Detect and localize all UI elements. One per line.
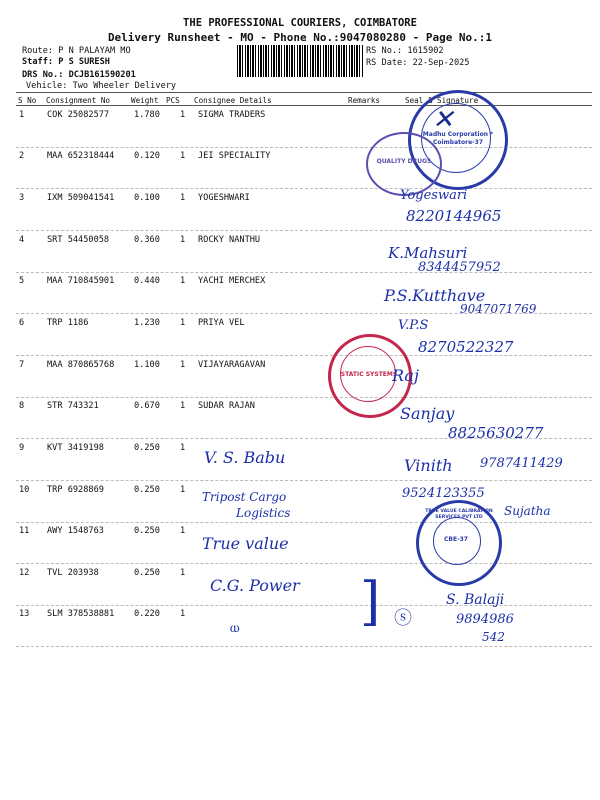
cell-pcs: 1 [180,401,186,411]
row1-signature-mark: ✕ [432,105,454,135]
table-row [16,565,592,606]
drugs-stamp-text: QUALITY DRUGS [376,158,432,165]
cell-consignee: SIGMA TRADERS [198,110,266,120]
cell-weight: 0.250 [134,568,160,578]
cell-pcs: 1 [180,318,186,328]
r13-initial-mark: ⲱ [230,620,240,636]
r4-phone: 8344457952 [418,260,501,275]
cell-sno: 7 [19,360,25,370]
drs-label: DRS No.: DCJB161590201 [22,70,136,80]
corporation-stamp-text: Madhu Corporation * Coimbatore-37 [422,131,494,146]
cell-sno: 1 [19,110,25,120]
static-systems-stamp-text: STATIC SYSTEMS [340,371,398,378]
r10-consignee-line1: Tripost Cargo [202,490,287,504]
cell-consignee: YACHI MERCHEX [198,276,266,286]
cell-consignment: COK 25082577 [47,110,110,120]
staff-label: Staff: P S SURESH [22,57,110,67]
cell-consignee: PRIYA VEL [198,318,245,328]
col-pcs: PCS [166,96,180,105]
header-top-rule [16,92,592,93]
r4-name: K.Mahsuri [388,244,468,262]
cell-sno: 2 [19,151,25,161]
drugs-stamp [366,132,442,196]
r9-consignee-handwritten: V. S. Babu [204,448,286,467]
cell-pcs: 1 [180,235,186,245]
circled-mark: ⓢ [394,608,412,629]
company-title: THE PROFESSIONAL COURIERS, COIMBATORE [183,17,417,29]
cell-pcs: 1 [180,609,186,619]
cell-pcs: 1 [180,151,186,161]
r5-phone: 9047071769 [460,302,537,316]
table-row [16,523,592,564]
cell-consignment: STR 743321 [47,401,99,411]
cell-consignment: TRP 1186 [47,318,89,328]
cell-consignment: SRT 54450058 [47,235,110,245]
barcode [237,45,363,77]
cell-sno: 6 [19,318,25,328]
cell-weight: 0.440 [134,276,160,286]
cell-consignment: TVL 203938 [47,568,99,578]
cell-sno: 8 [19,401,25,411]
cell-sno: 13 [19,609,30,619]
cell-pcs: 1 [180,568,186,578]
table-row [16,190,592,231]
r3-name: Yogeswari [400,188,468,203]
cell-consignment: MAA 710845901 [47,276,115,286]
r3-phone: 8220144965 [406,207,502,225]
cell-weight: 1.100 [134,360,160,370]
cell-weight: 1.230 [134,318,160,328]
r6-name: V.P.S [398,318,429,333]
cell-weight: 0.250 [134,443,160,453]
cell-sno: 4 [19,235,25,245]
cell-consignee: YOGESHWARI [198,193,250,203]
cell-pcs: 1 [180,193,186,203]
col-signature: Seal & Signature [405,96,479,105]
cell-consignment: MAA 652318444 [47,151,115,161]
cell-weight: 0.220 [134,609,160,619]
cell-sno: 10 [19,485,30,495]
cell-weight: 0.670 [134,401,160,411]
header-bottom-rule [16,105,592,106]
row-divider [16,188,592,189]
r10-consignee-line2: Logistics [236,506,291,520]
true-value-stamp-center: CBE-37 [444,536,468,543]
col-consignment: Consignment No [46,96,111,105]
true-value-stamp-text: TRUE VALUE CALIBRATION SERVICES PVT LTD [425,509,493,520]
cell-consignment: IXM 509041541 [47,193,115,203]
r13-phone-line1: 9894986 [456,612,514,627]
runsheet-subtitle: Delivery Runsheet - MO - Phone No.:9047080280 - Page No.:1 [107,31,493,44]
row-divider [16,480,592,481]
vehicle-label: Vehicle: Two Wheeler Delivery [26,81,177,91]
cell-consignment: SLM 378538881 [47,609,115,619]
r8-phone: 8825630277 [448,424,544,442]
col-remarks: Remarks [348,96,381,105]
cell-pcs: 1 [180,526,186,536]
r11-consignee-handwritten: True value [202,534,289,553]
cell-consignee: JEI SPECIALITY [198,151,271,161]
r5-name: P.S.Kutthave [384,286,486,305]
table-row [16,357,592,398]
r12-consignee-handwritten: C.G. Power [210,576,300,595]
cell-weight: 0.360 [134,235,160,245]
cell-sno: 9 [19,443,25,453]
route-label: Route: P N PALAYAM MO [22,46,131,56]
cell-pcs: 1 [180,485,186,495]
row-divider [16,563,592,564]
cell-weight: 0.100 [134,193,160,203]
cell-weight: 1.780 [134,110,160,120]
r10-phone: 9524123355 [402,486,485,501]
cell-sno: 11 [19,526,30,536]
rs-date: RS Date: 22-Sep-2025 [366,58,470,68]
cell-pcs: 1 [180,360,186,370]
bracket-mark: ] [360,572,381,632]
row-divider [16,230,592,231]
cell-sno: 12 [19,568,30,578]
row-divider [16,646,592,647]
cell-weight: 0.120 [134,151,160,161]
cell-consignee: SUDAR RAJAN [198,401,255,411]
cell-sno: 3 [19,193,25,203]
cell-consignment: MAA 870865768 [47,360,115,370]
cell-consignee: VIJAYARAGAVAN [198,360,266,370]
true-value-stamp [416,500,502,586]
col-sno: S No [18,96,37,105]
col-weight: Weight [131,96,159,105]
r13-signature: S. Balaji [446,592,505,608]
col-consignee: Consignee Details [194,96,272,105]
rs-number: RS No.: 1615902 [366,46,444,56]
r8-name: Sanjay [400,404,455,423]
r6-phone: 8270522327 [418,338,514,356]
cell-consignee: ROCKY NANTHU [198,235,261,245]
cell-consignment: KVT 3419198 [47,443,104,453]
cell-pcs: 1 [180,443,186,453]
r9-name: Vinith [404,456,453,475]
cell-consignment: AWY 1548763 [47,526,104,536]
cell-pcs: 1 [180,110,186,120]
cell-sno: 5 [19,276,25,286]
table-row [16,232,592,273]
r9-phone: 9787411429 [480,456,563,471]
r13-phone-line2: 542 [482,630,505,644]
cell-weight: 0.250 [134,485,160,495]
r7-signature: Raj [392,366,419,385]
cell-consignment: TRP 6928869 [47,485,104,495]
cell-pcs: 1 [180,276,186,286]
r10-name: Sujatha [504,504,551,518]
cell-weight: 0.250 [134,526,160,536]
